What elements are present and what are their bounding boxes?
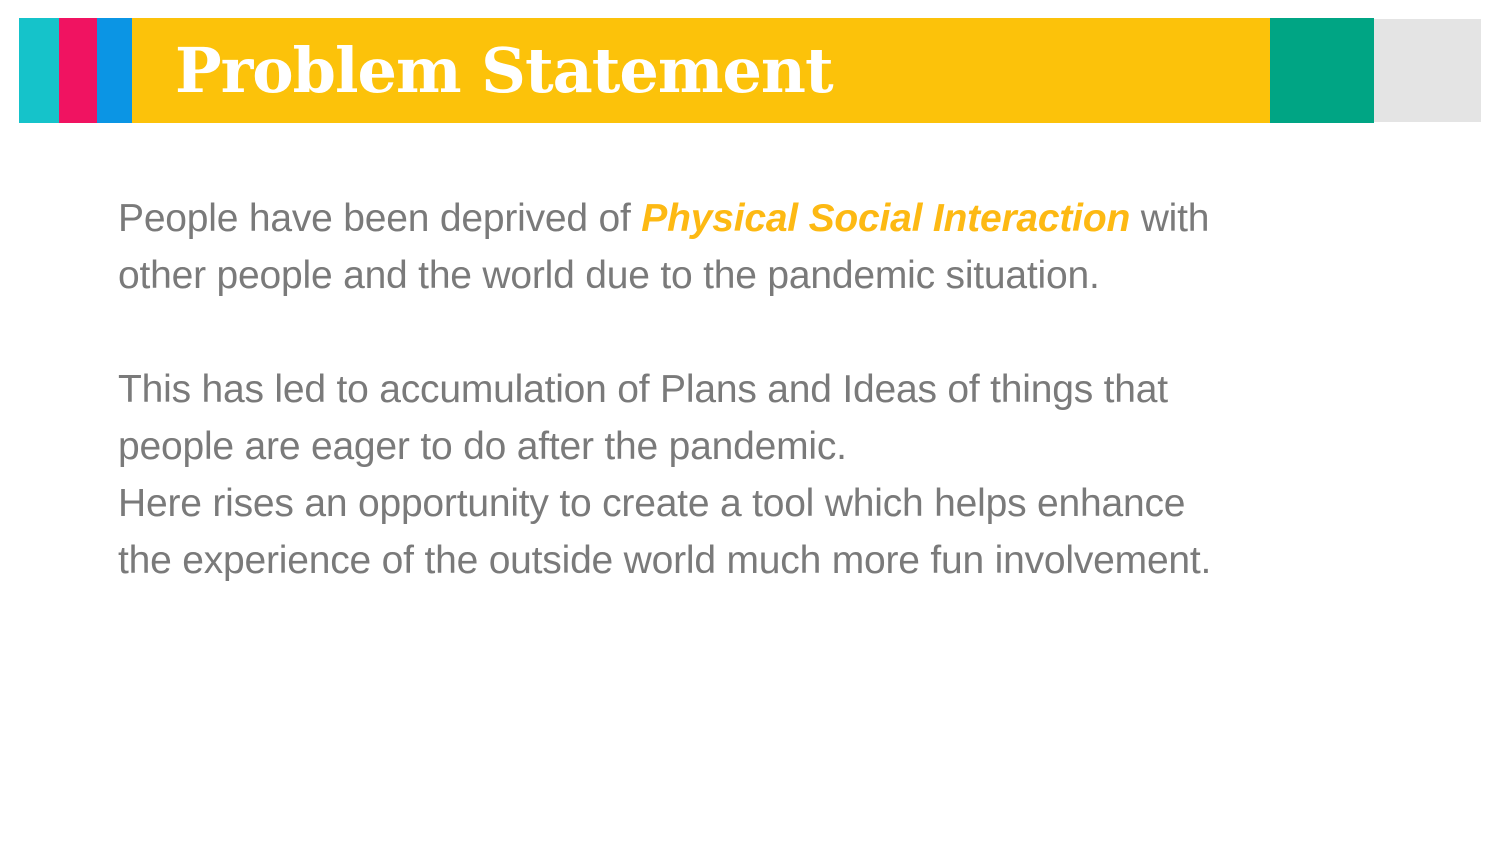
- highlight-physical-social-interaction: Physical Social Interaction: [641, 197, 1131, 240]
- paragraph-1-line-1: [118, 190, 1448, 247]
- paragraph-1-line-1-suffix: with: [1130, 197, 1210, 240]
- accent-bar-cyan: [19, 18, 59, 123]
- accent-block-green: [1270, 18, 1374, 123]
- body-text: [118, 190, 1448, 589]
- page-title: Problem Statement: [175, 33, 833, 107]
- paragraph-spacer: [118, 304, 1448, 361]
- paragraph-1-line-1-prefix: People have been deprived of: [118, 197, 642, 240]
- accent-block-gray: [1374, 19, 1481, 122]
- paragraph-3-line-1: Here rises an opportunity to create a tool which helps enhance: [118, 482, 1186, 525]
- accent-bar-pink: [59, 18, 97, 123]
- header-banner: [132, 18, 1270, 123]
- paragraph-2-line-2: people are eager to do after the pandemic.: [118, 425, 847, 468]
- paragraph-1-line-2: other people and the world due to the pandemic situation.: [118, 254, 1100, 297]
- accent-bar-blue: [97, 18, 132, 123]
- paragraph-2-line-1: This has led to accumulation of Plans and Ideas of things that: [118, 368, 1168, 411]
- paragraph-3-line-2: the experience of the outside world much more fun involvement.: [118, 539, 1212, 582]
